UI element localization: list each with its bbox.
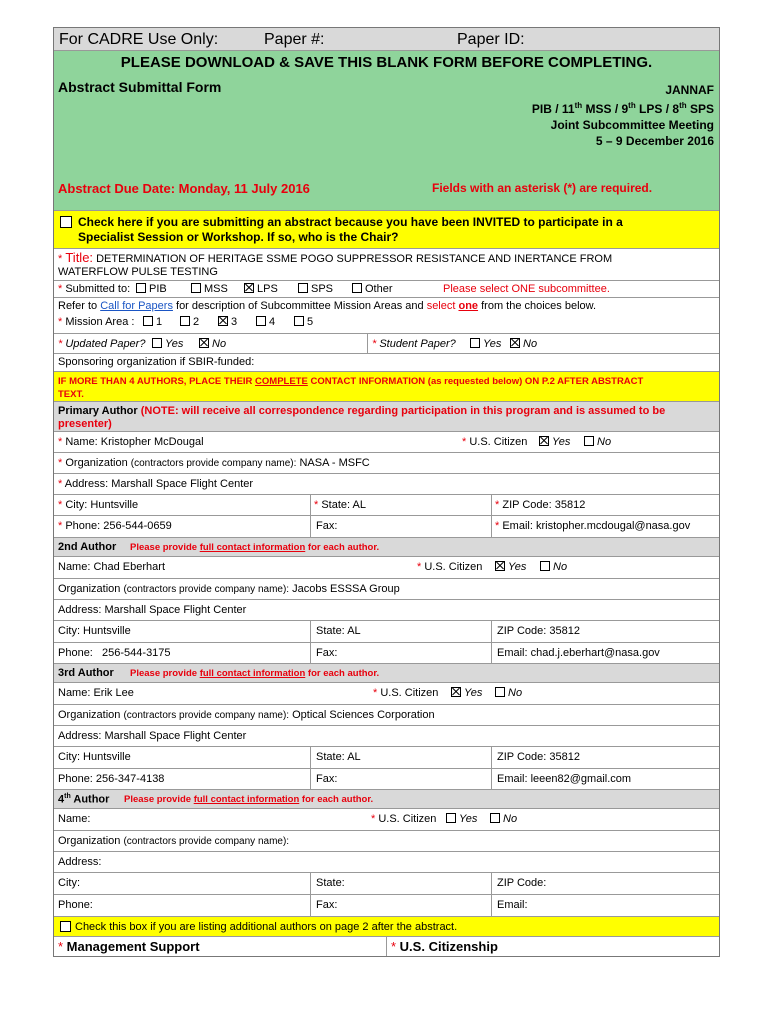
author-4-heading: 4th Author (58, 793, 110, 806)
cadre-label: For CADRE Use Only: (59, 31, 219, 48)
author-2-email[interactable]: Email: chad.j.eberhart@nasa.gov (497, 647, 660, 659)
primary-citizen-no[interactable]: No (584, 436, 611, 448)
author-2-phone-row (54, 642, 719, 663)
author-3-heading-row: 3rd Author Please provide full contact information for each author. (54, 663, 719, 682)
primary-state: State: AL (321, 499, 366, 511)
submitted-option-mss[interactable]: MSS (191, 283, 228, 295)
additional-authors-text: Check this box if you are listing additional authors on page 2 after the abstract. (75, 921, 458, 933)
author-4-citizen-no[interactable]: No (490, 813, 517, 825)
author-4-name: Name: (58, 813, 91, 825)
author-3-name-row[interactable]: Name: Erik Lee * U.S. Citizen Yes No (54, 682, 719, 704)
call-for-papers-link[interactable]: Call for Papers (100, 300, 173, 312)
invited-row (54, 210, 719, 248)
author-4-zip[interactable]: ZIP Code: (497, 877, 547, 889)
author-2-name: Name: Chad Eberhart (58, 561, 165, 573)
submitted-option-pib[interactable]: PIB (136, 283, 167, 295)
author-4-name-row[interactable]: Name: * U.S. Citizen Yes No (54, 808, 719, 830)
author-3-fax[interactable]: Fax: (316, 773, 338, 785)
author-2-fax[interactable]: Fax: (316, 647, 338, 659)
author-3-name: Name: Erik Lee (58, 687, 134, 699)
meeting-info (532, 82, 714, 149)
author-4-email[interactable]: Email: (497, 899, 528, 911)
support-row: * Management Support * U.S. Citizenship (54, 936, 719, 956)
title-value-1: DETERMINATION OF HERITAGE SSME POGO SUPPRESSOR RESISTANCE AND INERTANCE FROM (96, 253, 613, 265)
sponsor-label: Sponsoring organization if SBIR-funded: (58, 356, 255, 368)
author-3-org: Optical Sciences Corporation (292, 709, 435, 721)
author-2-org: Jacobs ESSSA Group (292, 583, 400, 595)
mission-option-1[interactable]: 1 (143, 316, 162, 328)
author-2-zip[interactable]: ZIP Code: 35812 (497, 625, 580, 637)
author-2-org-row[interactable]: Organization (contractors provide company name): Jacobs ESSSA Group (54, 578, 719, 599)
authors-notice: IF MORE THAN 4 AUTHORS, PLACE THEIR COMPLETE CONTACT INFORMATION (as requested below) ON P.2 AFTER ABSTRACT TEXT. (58, 376, 644, 400)
primary-name-row[interactable]: * Name: Kristopher McDougal * U.S. Citizen Yes No (54, 431, 719, 452)
author-3-city[interactable]: City: Huntsville (58, 751, 131, 763)
mission-option-4[interactable]: 4 (256, 316, 275, 328)
author-4-org-row[interactable]: Organization (contractors provide company name): (54, 830, 719, 851)
authors-notice-row (54, 371, 719, 401)
author-3-city-row (54, 746, 719, 768)
form-header (54, 50, 719, 210)
author-3-phone[interactable]: Phone: 256-347-4138 (58, 773, 165, 785)
author-2-city-row (54, 620, 719, 642)
author-3-citizen-no[interactable]: No (495, 687, 522, 699)
author-2-phone[interactable]: Phone: 256-544-3175 (58, 647, 171, 659)
primary-phone-row: * Phone: 256-544-0659 Fax: * Email: kristopher.mcdougal@nasa.gov (54, 515, 719, 537)
author-2-address: Address: Marshall Space Flight Center (58, 604, 247, 616)
paper-type-row: * Updated Paper? Yes No * Student Paper? Yes No (54, 333, 719, 353)
abstract-submittal-form (53, 27, 720, 957)
primary-address: Address: Marshall Space Flight Center (64, 478, 254, 490)
invited-checkbox[interactable] (60, 216, 72, 228)
author-4-phone[interactable]: Phone: (58, 899, 93, 911)
additional-authors-checkbox[interactable] (60, 921, 71, 932)
author-4-citizen-yes[interactable]: Yes (446, 813, 477, 825)
meeting-subcommittees: PIB / 11th MSS / 9th LPS / 8th SPS (531, 101, 714, 116)
title-row[interactable]: * Title: DETERMINATION OF HERITAGE SSME POGO SUPPRESSOR RESISTANCE AND INERTANCE FROM WATERFLOW PULSE TESTING (54, 248, 719, 280)
cadre-row (54, 28, 719, 50)
mission-option-5[interactable]: 5 (294, 316, 313, 328)
mission-label: Mission Area : (65, 316, 135, 328)
primary-zip: ZIP Code: 35812 (502, 499, 586, 511)
updated-no[interactable]: No (199, 338, 226, 350)
author-2-city[interactable]: City: Huntsville (58, 625, 131, 637)
primary-city-row: * City: Huntsville * State: AL * ZIP Code: 35812 (54, 494, 719, 515)
meeting-dates: 5 – 9 December 2016 (595, 134, 714, 148)
primary-org-row[interactable]: * Organization (contractors provide company name): NASA - MSFC (54, 452, 719, 473)
student-yes[interactable]: Yes (470, 338, 501, 350)
author-3-state[interactable]: State: AL (316, 751, 361, 763)
paper-id-label: Paper ID: (457, 31, 525, 48)
primary-city: City: Huntsville (65, 499, 139, 511)
author-4-address: Address: (58, 856, 102, 868)
refer-text: Refer to Call for Papers for description of Subcommittee Mission Areas and select one from the choices below. (58, 300, 597, 312)
submitted-option-lps[interactable]: LPS (244, 283, 278, 295)
submitted-option-sps[interactable]: SPS (298, 283, 333, 295)
paper-number-label: Paper #: (264, 31, 325, 48)
updated-yes[interactable]: Yes (152, 338, 183, 350)
primary-email: Email: kristopher.mcdougal@nasa.gov (502, 520, 691, 532)
submitted-label: Submitted to: (65, 283, 131, 295)
author-2-state[interactable]: State: AL (316, 625, 361, 637)
author-3-phone-row (54, 768, 719, 789)
form-title: Abstract Submittal Form (58, 79, 222, 95)
primary-org-value: NASA - MSFC (299, 457, 370, 469)
author-4-state[interactable]: State: (316, 877, 345, 889)
sponsor-row[interactable] (54, 353, 719, 371)
download-notice: PLEASE DOWNLOAD & SAVE THIS BLANK FORM BEFORE COMPLETING. (120, 54, 653, 71)
title-label: Title: (65, 250, 94, 265)
management-support-label: Management Support (66, 939, 200, 954)
author-3-address-row[interactable] (54, 725, 719, 746)
primary-citizen-yes[interactable]: Yes (539, 436, 570, 448)
author-3-email[interactable]: Email: leeen82@gmail.com (497, 773, 632, 785)
author-4-phone-row (54, 894, 719, 916)
author-2-address-row[interactable] (54, 599, 719, 620)
primary-author-heading-row: Primary Author (NOTE: will receive all correspondence regarding participation in this program and is assumed to be presenter) (54, 401, 719, 431)
mission-option-2[interactable]: 2 (180, 316, 199, 328)
primary-address-row[interactable]: * Address: Marshall Space Flight Center (54, 473, 719, 494)
author-4-city[interactable]: City: (58, 877, 80, 889)
author-2-citizen-yes[interactable]: Yes (495, 561, 526, 573)
author-4-heading-row: 4th Author Please provide full contact information for each author. (54, 789, 719, 808)
author-4-city-row (54, 872, 719, 894)
additional-authors-row (54, 916, 719, 936)
student-label: Student Paper? (379, 338, 456, 350)
primary-phone: Phone: 256-544-0659 (65, 520, 172, 532)
author-3-citizen-yes[interactable]: Yes (451, 687, 482, 699)
author-3-org-row[interactable]: Organization (contractors provide company name): Optical Sciences Corporation (54, 704, 719, 725)
author-4-address-row[interactable] (54, 851, 719, 872)
primary-author-heading: Primary Author (58, 405, 138, 417)
primary-citizen-label: U.S. Citizen (469, 436, 528, 448)
updated-label: Updated Paper? (65, 338, 146, 350)
author-3-address: Address: Marshall Space Flight Center (58, 730, 247, 742)
submitted-row: * Submitted to: PIB MSS LPS SPS Other Please select ONE subcommittee. (54, 280, 719, 297)
primary-name: Name: Kristopher McDougal (65, 436, 204, 448)
org-name: JANNAF (665, 83, 714, 97)
author-3-zip[interactable]: ZIP Code: 35812 (497, 751, 580, 763)
author-3-heading: 3rd Author (58, 667, 114, 679)
primary-author-note: (NOTE: will receive all correspondence regarding participation in this program and is assumed to be (140, 405, 666, 417)
author-2-citizen-no[interactable]: No (540, 561, 567, 573)
title-value-2: WATERFLOW PULSE TESTING (58, 266, 218, 278)
author-4-fax[interactable]: Fax: (316, 899, 338, 911)
mission-row: Refer to Call for Papers for description of Subcommittee Mission Areas and select one from the choices below. * Mission Area : 1 2 3 4 5 (54, 297, 719, 333)
invited-text: Check here if you are submitting an abstract because you have been INVITED to participate in a Specialist Session or Workshop. If so, who is the Chair? (78, 215, 623, 244)
submitted-option-other[interactable]: Other (352, 283, 393, 295)
author-2-heading-row: 2nd Author Please provide full contact information for each author. (54, 537, 719, 556)
submitted-note: Please select ONE subcommittee. (443, 283, 610, 295)
due-date: Abstract Due Date: Monday, 11 July 2016 (58, 181, 310, 196)
author-2-name-row[interactable]: Name: Chad Eberhart * U.S. Citizen Yes No (54, 556, 719, 578)
student-no[interactable]: No (510, 338, 537, 350)
primary-fax[interactable]: Fax: (316, 520, 338, 532)
us-citizenship-label: U.S. Citizenship (399, 939, 498, 954)
required-note: Fields with an asterisk (*) are required. (432, 181, 653, 195)
mission-option-3[interactable]: 3 (218, 316, 237, 328)
meeting-name: Joint Subcommittee Meeting (550, 118, 714, 132)
author-2-heading: 2nd Author (58, 541, 117, 553)
